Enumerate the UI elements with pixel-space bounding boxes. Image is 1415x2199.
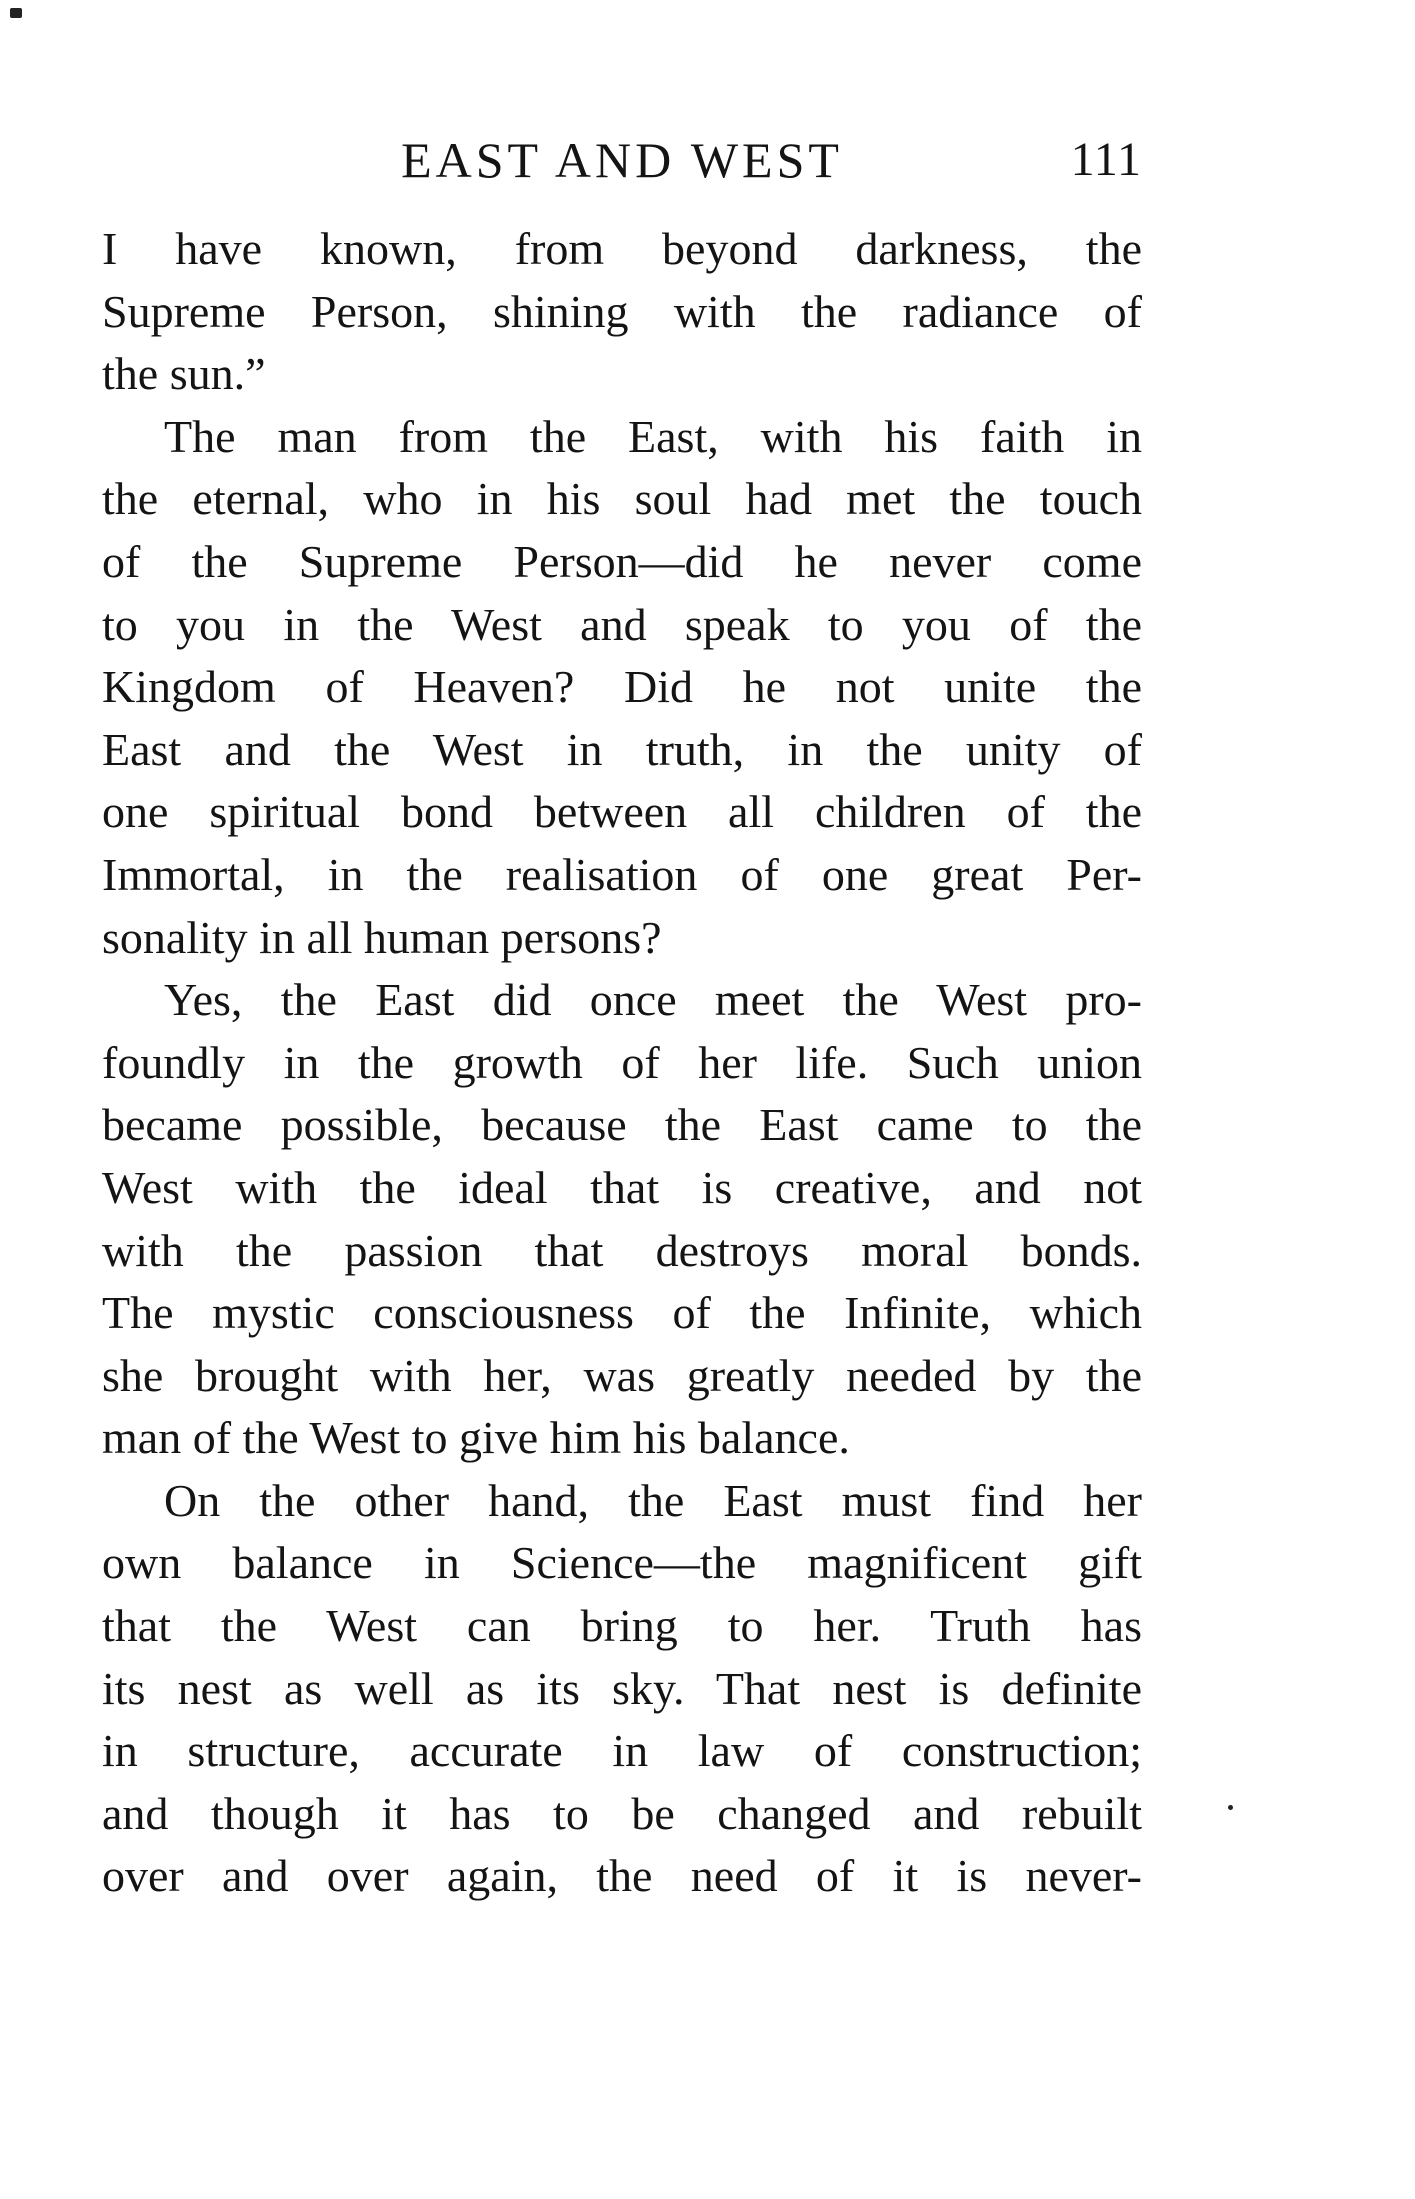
text-line: in structure, accurate in law of construction; — [102, 1725, 1142, 1777]
text-line: the sun.” — [102, 348, 266, 400]
text-line: Yes, the East did once meet the West pro- — [164, 974, 1142, 1026]
text-line: that the West can bring to her. Truth has — [102, 1600, 1142, 1652]
text-line: Supreme Person, shining with the radiance of — [102, 285, 1142, 337]
text-line: to you in the West and speak to you of the — [102, 598, 1142, 650]
text-line: Kingdom of Heaven? Did he not unite the — [102, 661, 1142, 713]
text-line: foundly in the growth of her life. Such union — [102, 1036, 1142, 1088]
body-text — [102, 218, 1142, 1908]
text-line: Immortal, in the realisation of one great Per- — [102, 848, 1142, 900]
page-number: 111 — [1070, 133, 1142, 186]
text-line: The mystic consciousness of the Infinite, which — [102, 1287, 1142, 1339]
running-header-title: EAST AND WEST — [401, 132, 843, 188]
text-line: I have known, from beyond darkness, the — [102, 223, 1142, 274]
text-line: one spiritual bond between all children of the — [102, 786, 1142, 838]
text-line: of the Supreme Person—did he never come — [102, 535, 1142, 587]
text-line: sonality in all human persons? — [102, 911, 662, 963]
text-line: man of the West to give him his balance. — [102, 1412, 850, 1464]
ink-speck-mark — [1228, 1805, 1233, 1810]
running-header — [102, 128, 1142, 192]
text-line: over and over again, the need of it is never- — [102, 1850, 1142, 1902]
text-line: the eternal, who in his soul had met the touch — [102, 473, 1142, 525]
text-line: became possible, because the East came to the — [102, 1099, 1142, 1151]
ink-speck-mark — [10, 8, 22, 18]
text-line: East and the West in truth, in the unity of — [102, 723, 1142, 775]
text-line: West with the ideal that is creative, and not — [102, 1161, 1142, 1213]
text-line: she brought with her, was greatly needed by the — [102, 1349, 1142, 1401]
text-line: and though it has to be changed and rebuilt — [102, 1787, 1142, 1839]
text-line: its nest as well as its sky. That nest is definite — [102, 1662, 1142, 1714]
text-line: with the passion that destroys moral bonds. — [102, 1224, 1142, 1276]
text-line: On the other hand, the East must find her — [164, 1474, 1142, 1526]
text-line: The man from the East, with his faith in — [164, 410, 1142, 462]
text-line: own balance in Science—the magnificent gift — [102, 1537, 1142, 1589]
